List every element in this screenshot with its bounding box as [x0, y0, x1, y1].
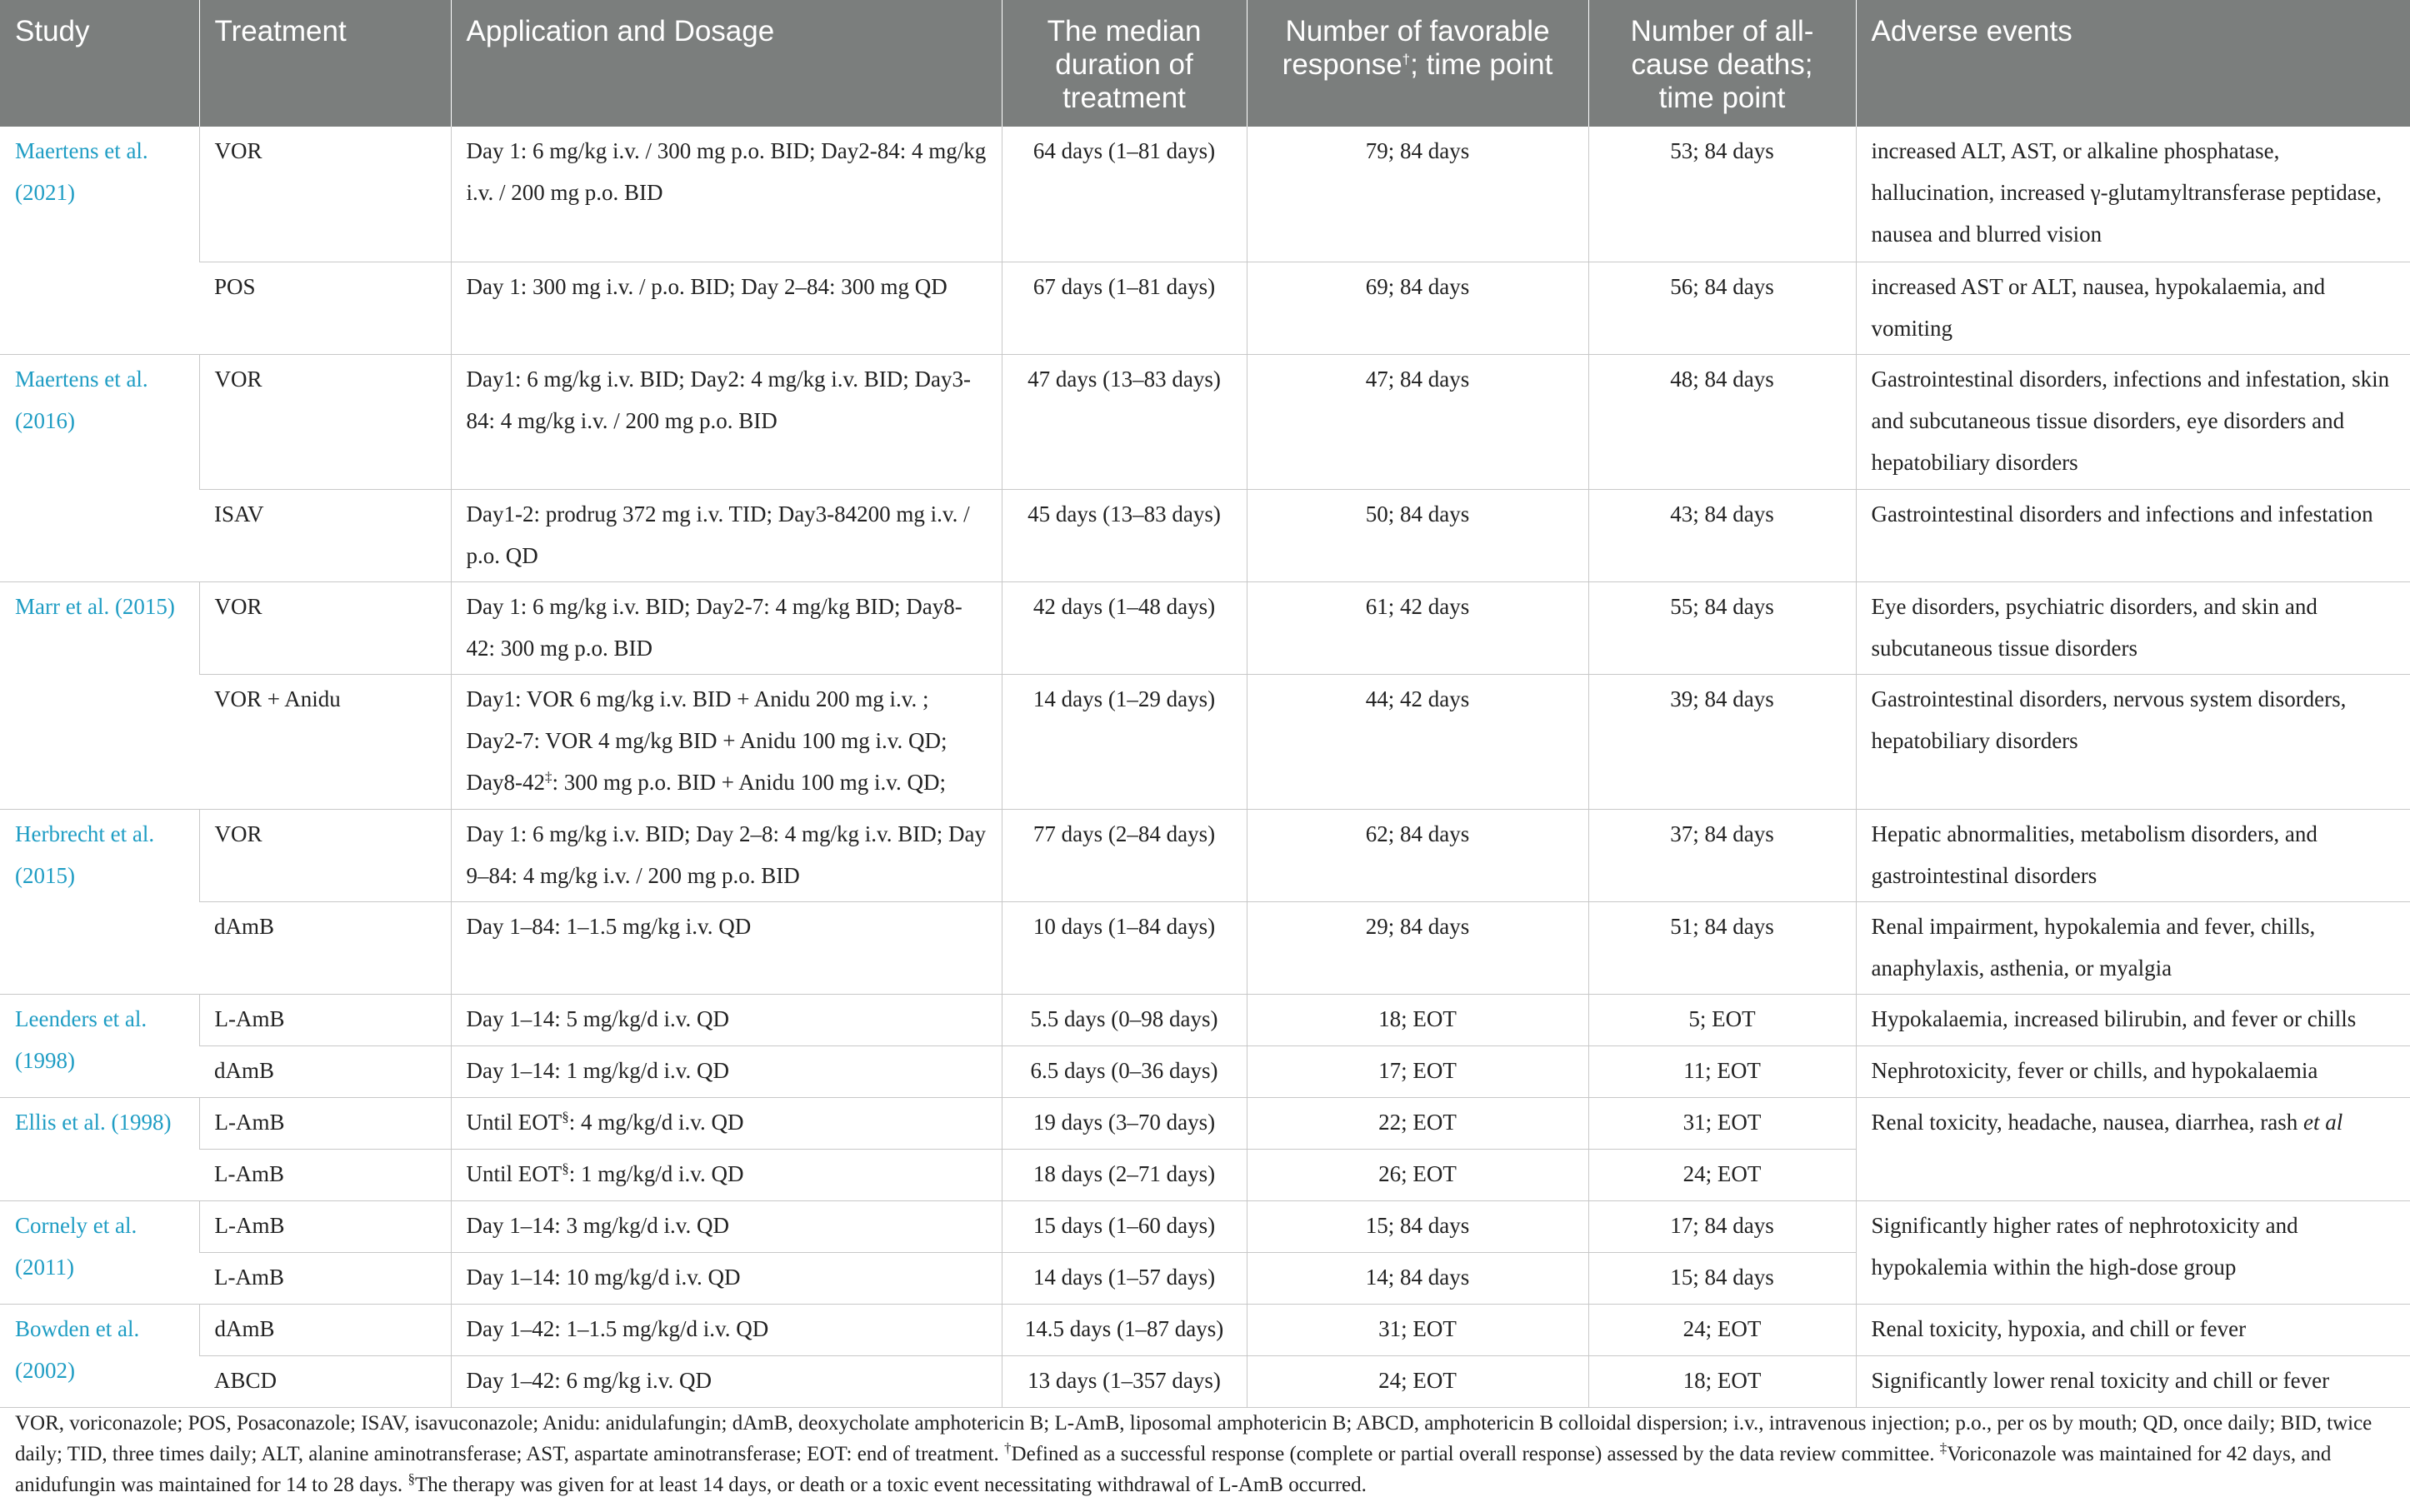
- favorable-cell: 17; EOT: [1247, 1045, 1588, 1097]
- favorable-cell: 31; EOT: [1247, 1304, 1588, 1355]
- favorable-cell: 24; EOT: [1247, 1355, 1588, 1407]
- duration-cell: 5.5 days (0–98 days): [1002, 994, 1247, 1045]
- table-row: [0, 994, 2410, 1045]
- table-row: [0, 354, 2410, 489]
- dosage-cell: Day 1–14: 5 mg/kg/d i.v. QD: [451, 994, 1002, 1045]
- study-cell[interactable]: Leenders et al. (1998): [0, 994, 199, 1097]
- treatment-cell: VOR: [199, 127, 451, 262]
- favorable-cell: 47; 84 days: [1247, 354, 1588, 489]
- duration-cell: 14.5 days (1–87 days): [1002, 1304, 1247, 1355]
- deaths-cell: 18; EOT: [1588, 1355, 1856, 1407]
- header-deaths: Number of all-cause deaths; time point: [1588, 0, 1856, 127]
- adverse-cell: Gastrointestinal disorders, nervous system disorders, hepatobiliary disorders: [1856, 674, 2410, 809]
- study-cell[interactable]: Maertens et al. (2021): [0, 127, 199, 354]
- dosage-cell: Day 1: 6 mg/kg i.v. BID; Day2-7: 4 mg/kg BID; Day8-42: 300 mg p.o. BID: [451, 581, 1002, 674]
- treatment-cell: L-AmB: [199, 994, 451, 1045]
- favorable-cell: 14; 84 days: [1247, 1252, 1588, 1304]
- duration-cell: 77 days (2–84 days): [1002, 809, 1247, 901]
- duration-cell: 47 days (13–83 days): [1002, 354, 1247, 489]
- deaths-cell: 53; 84 days: [1588, 127, 1856, 262]
- dosage-cell: Day 1–84: 1–1.5 mg/kg i.v. QD: [451, 901, 1002, 994]
- favorable-cell: 26; EOT: [1247, 1149, 1588, 1200]
- favorable-cell: 61; 42 days: [1247, 581, 1588, 674]
- favorable-cell: 18; EOT: [1247, 994, 1588, 1045]
- adverse-cell: Renal toxicity, hypoxia, and chill or fever: [1856, 1304, 2410, 1355]
- adverse-cell: increased AST or ALT, nausea, hypokalaemia, and vomiting: [1856, 262, 2410, 354]
- deaths-cell: 51; 84 days: [1588, 901, 1856, 994]
- favorable-cell: 69; 84 days: [1247, 262, 1588, 354]
- table-row: [0, 1045, 2410, 1097]
- deaths-cell: 17; 84 days: [1588, 1200, 1856, 1252]
- adverse-cell: Gastrointestinal disorders and infections and infestation: [1856, 489, 2410, 581]
- treatment-cell: VOR: [199, 809, 451, 901]
- adverse-cell: Significantly higher rates of nephrotoxicity and hypokalemia within the high-dose group: [1856, 1200, 2410, 1304]
- duration-cell: 45 days (13–83 days): [1002, 489, 1247, 581]
- treatment-cell: ISAV: [199, 489, 451, 581]
- study-cell[interactable]: Herbrecht et al. (2015): [0, 809, 199, 994]
- adverse-cell: Significantly lower renal toxicity and chill or fever: [1856, 1355, 2410, 1407]
- deaths-cell: 39; 84 days: [1588, 674, 1856, 809]
- treatment-cell: VOR: [199, 581, 451, 674]
- deaths-cell: 5; EOT: [1588, 994, 1856, 1045]
- deaths-cell: 24; EOT: [1588, 1304, 1856, 1355]
- treatment-cell: L-AmB: [199, 1252, 451, 1304]
- adverse-cell: increased ALT, AST, or alkaline phosphatase, hallucination, increased γ-glutamyltransferase peptidase, nausea and blurred vision: [1856, 127, 2410, 262]
- deaths-cell: 24; EOT: [1588, 1149, 1856, 1200]
- dosage-cell: Day1-2: prodrug 372 mg i.v. TID; Day3-84200 mg i.v. / p.o. QD: [451, 489, 1002, 581]
- duration-cell: 67 days (1–81 days): [1002, 262, 1247, 354]
- duration-cell: 10 days (1–84 days): [1002, 901, 1247, 994]
- treatment-cell: VOR: [199, 354, 451, 489]
- study-cell[interactable]: Maertens et al. (2016): [0, 354, 199, 581]
- deaths-cell: 56; 84 days: [1588, 262, 1856, 354]
- table-row: [0, 809, 2410, 901]
- treatment-cell: L-AmB: [199, 1097, 451, 1149]
- treatment-cell: L-AmB: [199, 1149, 451, 1200]
- deaths-cell: 11; EOT: [1588, 1045, 1856, 1097]
- favorable-cell: 62; 84 days: [1247, 809, 1588, 901]
- header-treatment: Treatment: [199, 0, 451, 127]
- table-row: [0, 1097, 2410, 1149]
- table-row: [0, 489, 2410, 581]
- duration-cell: 14 days (1–57 days): [1002, 1252, 1247, 1304]
- table-row: [0, 1355, 2410, 1407]
- header-adverse: Adverse events: [1856, 0, 2410, 127]
- table-row: [0, 262, 2410, 354]
- adverse-cell: Renal impairment, hypokalemia and fever, chills, anaphylaxis, asthenia, or myalgia: [1856, 901, 2410, 994]
- duration-cell: 42 days (1–48 days): [1002, 581, 1247, 674]
- deaths-cell: 48; 84 days: [1588, 354, 1856, 489]
- header-duration: The median duration of treatment: [1002, 0, 1247, 127]
- treatment-cell: ABCD: [199, 1355, 451, 1407]
- study-cell[interactable]: Ellis et al. (1998): [0, 1097, 199, 1200]
- deaths-cell: 15; 84 days: [1588, 1252, 1856, 1304]
- treatment-cell: POS: [199, 262, 451, 354]
- dosage-cell: Day 1–14: 3 mg/kg/d i.v. QD: [451, 1200, 1002, 1252]
- study-cell[interactable]: Cornely et al. (2011): [0, 1200, 199, 1304]
- duration-cell: 15 days (1–60 days): [1002, 1200, 1247, 1252]
- dosage-cell: Day 1–14: 10 mg/kg/d i.v. QD: [451, 1252, 1002, 1304]
- table-row: [0, 127, 2410, 262]
- favorable-cell: 29; 84 days: [1247, 901, 1588, 994]
- dosage-cell: Until EOT§: 1 mg/kg/d i.v. QD: [451, 1149, 1002, 1200]
- adverse-cell: Gastrointestinal disorders, infections and infestation, skin and subcutaneous tissue disorders, eye disorders and hepatobiliary disorders: [1856, 354, 2410, 489]
- study-cell[interactable]: Bowden et al. (2002): [0, 1304, 199, 1407]
- duration-cell: 6.5 days (0–36 days): [1002, 1045, 1247, 1097]
- favorable-cell: 50; 84 days: [1247, 489, 1588, 581]
- adverse-cell: Renal toxicity, headache, nausea, diarrhea, rash et al: [1856, 1097, 2410, 1200]
- favorable-cell: 79; 84 days: [1247, 127, 1588, 262]
- table-row: [0, 1200, 2410, 1252]
- table-row: [0, 674, 2410, 809]
- dosage-cell: Day 1: 6 mg/kg i.v. / 300 mg p.o. BID; Day2-84: 4 mg/kg i.v. / 200 mg p.o. BID: [451, 127, 1002, 262]
- adverse-cell: Nephrotoxicity, fever or chills, and hypokalaemia: [1856, 1045, 2410, 1097]
- duration-cell: 13 days (1–357 days): [1002, 1355, 1247, 1407]
- duration-cell: 18 days (2–71 days): [1002, 1149, 1247, 1200]
- favorable-cell: 15; 84 days: [1247, 1200, 1588, 1252]
- table-footnote: VOR, voriconazole; POS, Posaconazole; ISAV, isavuconazole; Anidu: anidulafungin; dAmB, deoxycholate amphotericin B; L-AmB, liposomal amphotericin B; ABCD, amphotericin B colloidal dispersion; i.v., intravenous injection; p.o., per os by mouth; QD, once daily; BID, twice daily; TID, three times daily; ALT, alanine aminotransferase; AST, aspartate aminotransferase; EOT: end of treatment. †Defined as a successful response (complete or partial overall response) assessed by the data review committee. ‡Voriconazole was maintained for 42 days, and anidufungin was maintained for 14 to 28 days. §The therapy was given for at least 14 days, or death or a toxic event necessitating withdrawal of L-AmB occurred.: [15, 1412, 2372, 1496]
- header-favorable: Number of favorable response†; time point: [1247, 0, 1588, 127]
- duration-cell: 64 days (1–81 days): [1002, 127, 1247, 262]
- table-row: [0, 581, 2410, 674]
- table-row: [0, 901, 2410, 994]
- dosage-cell: Day 1–14: 1 mg/kg/d i.v. QD: [451, 1045, 1002, 1097]
- dosage-cell: Until EOT§: 4 mg/kg/d i.v. QD: [451, 1097, 1002, 1149]
- dosage-cell: Day 1–42: 6 mg/kg i.v. QD: [451, 1355, 1002, 1407]
- duration-cell: 19 days (3–70 days): [1002, 1097, 1247, 1149]
- favorable-cell: 22; EOT: [1247, 1097, 1588, 1149]
- dosage-cell: Day1: 6 mg/kg i.v. BID; Day2: 4 mg/kg i.v. BID; Day3-84: 4 mg/kg i.v. / 200 mg p.o. BID: [451, 354, 1002, 489]
- header-row: [0, 0, 2410, 127]
- deaths-cell: 43; 84 days: [1588, 489, 1856, 581]
- duration-cell: 14 days (1–29 days): [1002, 674, 1247, 809]
- header-application: Application and Dosage: [451, 0, 1002, 127]
- header-study: Study: [0, 0, 199, 127]
- adverse-cell: Eye disorders, psychiatric disorders, and skin and subcutaneous tissue disorders: [1856, 581, 2410, 674]
- deaths-cell: 55; 84 days: [1588, 581, 1856, 674]
- favorable-cell: 44; 42 days: [1247, 674, 1588, 809]
- treatment-cell: L-AmB: [199, 1200, 451, 1252]
- adverse-cell: Hepatic abnormalities, metabolism disorders, and gastrointestinal disorders: [1856, 809, 2410, 901]
- deaths-cell: 37; 84 days: [1588, 809, 1856, 901]
- deaths-cell: 31; EOT: [1588, 1097, 1856, 1149]
- dosage-cell: Day 1–42: 1–1.5 mg/kg/d i.v. QD: [451, 1304, 1002, 1355]
- study-cell[interactable]: Marr et al. (2015): [0, 581, 199, 809]
- adverse-cell: Hypokalaemia, increased bilirubin, and fever or chills: [1856, 994, 2410, 1045]
- table-row: [0, 1304, 2410, 1355]
- treatment-cell: dAmB: [199, 1045, 451, 1097]
- treatment-cell: VOR + Anidu: [199, 674, 451, 809]
- treatment-cell: dAmB: [199, 1304, 451, 1355]
- dosage-cell: Day 1: 300 mg i.v. / p.o. BID; Day 2–84: 300 mg QD: [451, 262, 1002, 354]
- treatment-cell: dAmB: [199, 901, 451, 994]
- dosage-cell: Day 1: 6 mg/kg i.v. BID; Day 2–8: 4 mg/kg i.v. BID; Day 9–84: 4 mg/kg i.v. / 200 mg p.o. BID: [451, 809, 1002, 901]
- dosage-cell: Day1: VOR 6 mg/kg i.v. BID + Anidu 200 mg i.v. ; Day2-7: VOR 4 mg/kg BID + Anidu 100 mg i.v. QD; Day8-42‡: 300 mg p.o. BID + Anidu 100 mg i.v. QD;: [451, 674, 1002, 809]
